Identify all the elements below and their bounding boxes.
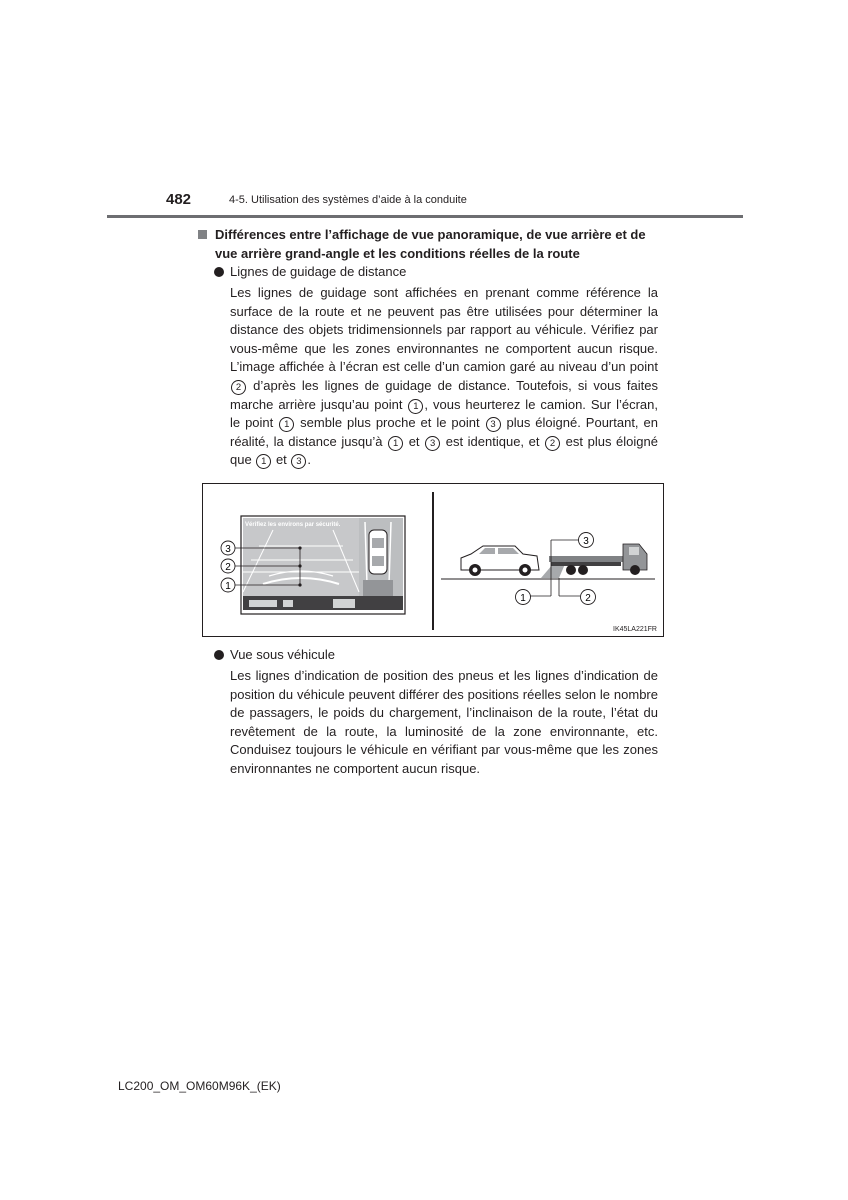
- bullet-title: Vue sous véhicule: [230, 647, 336, 662]
- circled-number: 2: [231, 380, 246, 395]
- section-heading: [198, 225, 668, 263]
- page-number: 482: [166, 191, 192, 208]
- circled-number: 3: [425, 436, 440, 451]
- circled-number: 1: [279, 417, 294, 432]
- circled-number: 3: [486, 417, 501, 432]
- text-run: plus éloigné. Pourtant, en réalité, la distance jusqu’à: [230, 415, 658, 449]
- chapter-title: 4-5. Utilisation des systèmes d’aide à la conduite: [229, 194, 467, 206]
- callout-3-left: 3: [225, 544, 231, 555]
- circled-number: 1: [388, 436, 403, 451]
- text-run: .: [307, 452, 312, 468]
- circled-number: 2: [545, 436, 560, 451]
- callout-1-left: 1: [225, 581, 231, 592]
- bullet-dot-icon: [214, 650, 224, 660]
- figure-code: IK45LA221FR: [613, 626, 657, 633]
- circled-number: 1: [256, 454, 271, 469]
- section-heading-text: Différences entre l’affichage de vue panoramique, de vue arrière et de vue arrière grand-angle et les conditions réelles de la route: [215, 227, 646, 261]
- callout-2-left: 2: [225, 562, 231, 573]
- callout-3-right: 3: [583, 536, 589, 547]
- distance-lines-paragraph: [230, 284, 658, 470]
- text-run: semble plus proche et le point: [300, 415, 480, 431]
- text-run: Les lignes de guidage sont affichées en prenant comme référence la surface de la route et ne peuvent pas être utilisées pour déterminer la distance des objets tridimensionnels par rapport au véhicule. Vérifiez par vous-même que les zones environnantes ne comportent aucun risque. L’image affichée à l’écran est celle d’un camion garé au niveau d’un point: [230, 285, 658, 375]
- real-scene: [441, 533, 655, 605]
- text-run: est plus éloigné que: [230, 433, 658, 468]
- header-rule: [107, 215, 743, 218]
- text-run: et: [408, 433, 420, 449]
- camera-display: [241, 516, 405, 614]
- bullet-distance-lines: [214, 262, 406, 281]
- text-run: est identique, et: [445, 433, 540, 449]
- text-run: et: [275, 452, 287, 468]
- bullet-title: Lignes de guidage de distance: [230, 264, 407, 279]
- figure-illustration: [202, 483, 664, 637]
- under-vehicle-paragraph: Les lignes d’indication de position des pneus et les lignes d’indication de position du véhicule peuvent différer des positions réelles selon le nombre de passagers, le poids du chargement, l’inclinaison de la route, l’état du revêtement de la route, la luminosité de la zone environnante, etc. Conduisez toujours le véhicule en vérifiant par vous-même que les zones environnantes ne comportent aucun risque.: [230, 668, 658, 776]
- square-bullet-icon: [198, 230, 207, 239]
- circled-number: 1: [408, 399, 423, 414]
- text-run: , vous heurterez le camion. Sur l’écran, le point: [230, 396, 658, 431]
- bullet-under-vehicle: [214, 645, 335, 664]
- text-run: d’après les lignes de guidage de distance. Toutefois, si vous faites marche arrière jusqu’au point: [230, 377, 658, 412]
- camera-vs-reality-illustration: [203, 484, 663, 636]
- camera-screen-message: Vérifiez les environs par sécurité.: [245, 522, 341, 528]
- callout-2-right: 2: [585, 593, 591, 604]
- callout-1-right: 1: [520, 593, 526, 604]
- footer-code: LC200_OM_OM60M96K_(EK): [118, 1079, 281, 1093]
- circled-number: 3: [291, 454, 306, 469]
- bullet-dot-icon: [214, 267, 224, 277]
